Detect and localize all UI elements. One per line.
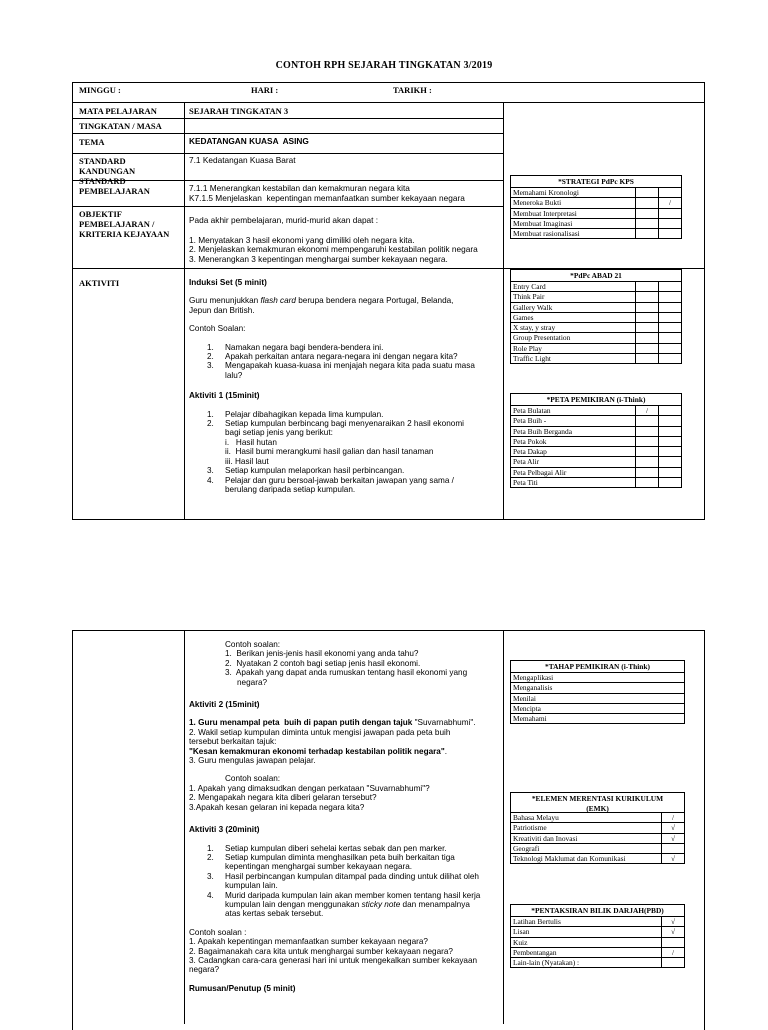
abad21-row: Gallery Walk	[511, 303, 681, 313]
peta-row: Peta Buih -	[511, 416, 681, 426]
hari-label: HARI :	[251, 85, 279, 95]
pbd-row: Latihan Bertulis √	[511, 917, 684, 927]
emk-row: Teknologi Maklumat dan Komunikasi √	[513, 854, 676, 864]
aktiviti-3-title: Aktiviti 3 (20minit)	[189, 825, 260, 835]
peta-row: Peta Dakap	[511, 447, 681, 457]
soalan-item: 1. Namakan negara bagi bendera-bendera ini.	[207, 342, 384, 352]
objektif-label: OBJEKTIF PEMBELAJARAN / KRITERIA KEJAYAAN	[79, 209, 170, 239]
tahap-row: Menilai	[511, 694, 684, 704]
pbd-row: Lain-lain (Nyatakan) :	[511, 958, 684, 967]
strategi-row: Memahami Kronologi	[511, 188, 681, 198]
peta-row: Peta Alir	[511, 457, 681, 467]
abad21-row: X stay, y stray	[511, 323, 681, 333]
strategi-row: Meneroka Bukti /	[511, 198, 681, 208]
tahap-row: Menganalisis	[511, 683, 684, 693]
emk-table: *ELEMEN MERENTASI KURIKULUM (EMK) Bahasa Melayu / Patriotisme √ Kreativiti dan Inovasi √ Geografi Teknologi Maklumat dan Komunikasi √	[510, 792, 685, 864]
peta-row: Peta Pelbagai Alir	[511, 468, 681, 478]
rumusan-title: Rumusan/Penutup (5 minit)	[189, 983, 296, 993]
standard-pembelajaran-label: STANDARD PEMBELAJARAN	[79, 176, 150, 196]
objektif-value: Pada akhir pembelajaran, murid-murid akan dapat : 1. Menyatakan 3 hasil ekonomi yang dimiliki oleh negara kita. 2. Menjelaskan kemakmuran ekonomi mempengaruhi kestabilan politik negara 3. Menerangkan 3 kepentingan menghargai sumber kekayaan negara.	[189, 215, 478, 264]
aktiviti-2-title: Aktiviti 2 (15minit)	[189, 700, 260, 710]
tahap-row: Mencipta	[511, 704, 684, 714]
strategi-row: Membuat rasionalisasi	[511, 229, 681, 238]
peta-row: Peta Pokok	[511, 437, 681, 447]
induksi-title: Induksi Set (5 minit)	[189, 278, 267, 287]
emk-row: Patriotisme √	[511, 823, 684, 833]
soalan-item: 2. Apakah perkaitan antara negara-negara ini dengan negara kita?	[207, 352, 458, 362]
pbd-row: Kuiz	[511, 938, 684, 948]
mata-pelajaran-label: MATA PELAJARAN	[79, 106, 157, 116]
strategi-pdpc-table: *STRATEGI PdPc KPS Memahami Kronologi Meneroka Bukti / Membuat Interpretasi Membuat Imaginasi Membuat rasionalisasi	[510, 175, 682, 239]
tema-label: TEMA	[79, 137, 105, 147]
tingkatan-label: TINGKATAN / MASA	[79, 121, 162, 131]
aktiviti-1-title: Aktiviti 1 (15minit)	[189, 391, 260, 401]
abad21-row: Role Play	[511, 344, 681, 354]
peta-row: Peta Bulatan /	[511, 406, 681, 416]
tarikh-label: TARIKH :	[393, 85, 432, 95]
mata-pelajaran-value: SEJARAH TINGKATAN 3	[189, 106, 289, 116]
pbd-row: Pembentangan /	[511, 948, 684, 958]
page2-activity-content: Contoh soalan: 1. Berikan jenis-jenis hasil ekonomi yang anda tahu? 2. Nyatakan 2 contoh bagi setiap jenis hasil ekonomi. 3. Apakah yang dapat anda rumuskan tentang hasil ekonomi yang negara? Aktiviti 2 (15minit) 1. Guru menampal peta buih di papan putih dengan tajuk "Suvarnabhumi". 2. Wakil setiap kumpulan diminta untuk mengisi jawapan pada peta buih tersebut berkaitan tajuk: "Kesan kemakmuran ekonomi terhadap kestabilan politik negara". 3. Guru mengulas jawapan pelajar. Contoh soalan: 1. Apakah yang dimaksudkan dengan perkataan "Suvarnabhumi"? 2. Mengapakah negara kita diberi gelaran tersebut? 3.Apakah kesan gelaran ini kepada negara kita? Aktiviti 3 (20minit) 1. Setiap kumpulan diberi sehelai kertas sebak dan pen marker. 2. Setiap kumpulan diminta menghasilkan peta buih berkaitan tiga kepentingan menghargai sumber kekayaan negara. 3. Hasil perbincangan kumpulan ditampal pada dinding untuk dilihat oleh kumpulan lain. 4. Murid daripada kumpulan lain akan member komen tentang hasil kerja kumpulan lain dengan menggunakan sticky note dan menampalnya atas kertas sebak tersebut. Contoh soalan : 1. Apakah kepentingan memanfaatkan sumber kekayaan negara? 2. Bagaimanakah cara kita untuk menghargai sumber kekayaan negara? 3. Cadangkan cara-cara generasi hari ini untuk mengekalkan sumber kekayaan negara? Rumusan/Penutup (5 minit)	[189, 640, 501, 993]
pbd-row: Lisan √	[511, 927, 684, 937]
abad21-row: Traffic Light	[511, 354, 681, 363]
emk-row: Bahasa Melayu /	[511, 813, 684, 823]
tahap-row: Memahami	[513, 714, 547, 724]
minggu-label: MINGGU :	[79, 85, 121, 95]
document-title: CONTOH RPH SEJARAH TINGKATAN 3/2019	[275, 60, 493, 71]
strategi-row: Membuat Imaginasi	[511, 219, 681, 229]
pbd-table: *PENTAKSIRAN BILIK DARJAH(PBD) Latihan Bertulis √ Lisan √ Kuiz Pembentangan / Lain-lain (Nyatakan) :	[510, 904, 685, 968]
strategi-row: Membuat Interpretasi	[511, 209, 681, 219]
pdpc-abad21-table: *PdPc ABAD 21 Entry Card Think Pair Gallery Walk Games X stay, y stray Group Presentation Role Play Traffic Light	[510, 269, 682, 364]
page1-activity-content: Induksi Set (5 minit) Guru menunjukkan flash card berupa bendera negara Portugal, Belanda, Jepun dan British. Contoh Soalan: 1. Namakan negara bagi bendera-bendera ini. 2. Apakah perkaitan antara negara-negara ini dengan negara kita? 3. Mengapakah kuasa-kuasa ini menjajah negara kita pada suatu masa lalu? Aktiviti 1 (15minit) 1. Pelajar dibahagikan kepada lima kumpulan. 2. Setiap kumpulan berbincang bagi menyenaraikan 2 hasil ekonomi bagi setiap jenis yang berikut: i. Hasil hutan ii. Hasil bumi merangkumi hasil galian dan hasil tanaman iii. Hasil laut 3. Setiap kumpulan melaporkan hasil perbincangan. 4. Pelajar dan guru bersoal-jawab berkaitan jawapan yang sama / berulang daripada setiap kumpulan.	[189, 278, 501, 494]
tema-value: KEDATANGAN KUASA ASING	[189, 136, 309, 146]
abad21-row: Entry Card	[511, 282, 681, 292]
peta-pemikiran-table: *PETA PEMIKIRAN (i-Think) Peta Bulatan / Peta Buih - Peta Buih Berganda Peta Pokok Peta Dakap Peta Alir Peta Pelbagai Alir Peta Titi	[510, 393, 682, 488]
aktiviti-label: AKTIVITI	[79, 278, 120, 288]
abad21-row: Think Pair	[511, 292, 681, 302]
peta-row: Peta Titi	[511, 478, 681, 487]
standard-kandungan-label: STANDARD KANDUNGAN	[79, 156, 136, 176]
tahap-row: Mengaplikasi	[511, 673, 684, 683]
abad21-row: Games	[511, 313, 681, 323]
emk-row: Kreativiti dan Inovasi √	[511, 834, 684, 844]
soalan-item: 3. Mengapakah kuasa-kuasa ini menjajah negara kita pada suatu masa	[207, 361, 475, 371]
peta-row: Peta Buih Berganda	[511, 427, 681, 437]
standard-kandungan-value: 7.1 Kedatangan Kuasa Barat	[189, 155, 296, 165]
emk-row: Geografi	[511, 844, 684, 854]
tahap-pemikiran-table: *TAHAP PEMIKIRAN (i-Think) Mengaplikasi Menganalisis Menilai Mencipta Memahami	[510, 660, 685, 724]
abad21-row: Group Presentation	[511, 333, 681, 343]
standard-pembelajaran-value: 7.1.1 Menerangkan kestabilan dan kemakmuran negara kita K7.1.5 Menjelaskan kepentingan memanfaatkan sumber kekayaan negara	[189, 183, 465, 203]
